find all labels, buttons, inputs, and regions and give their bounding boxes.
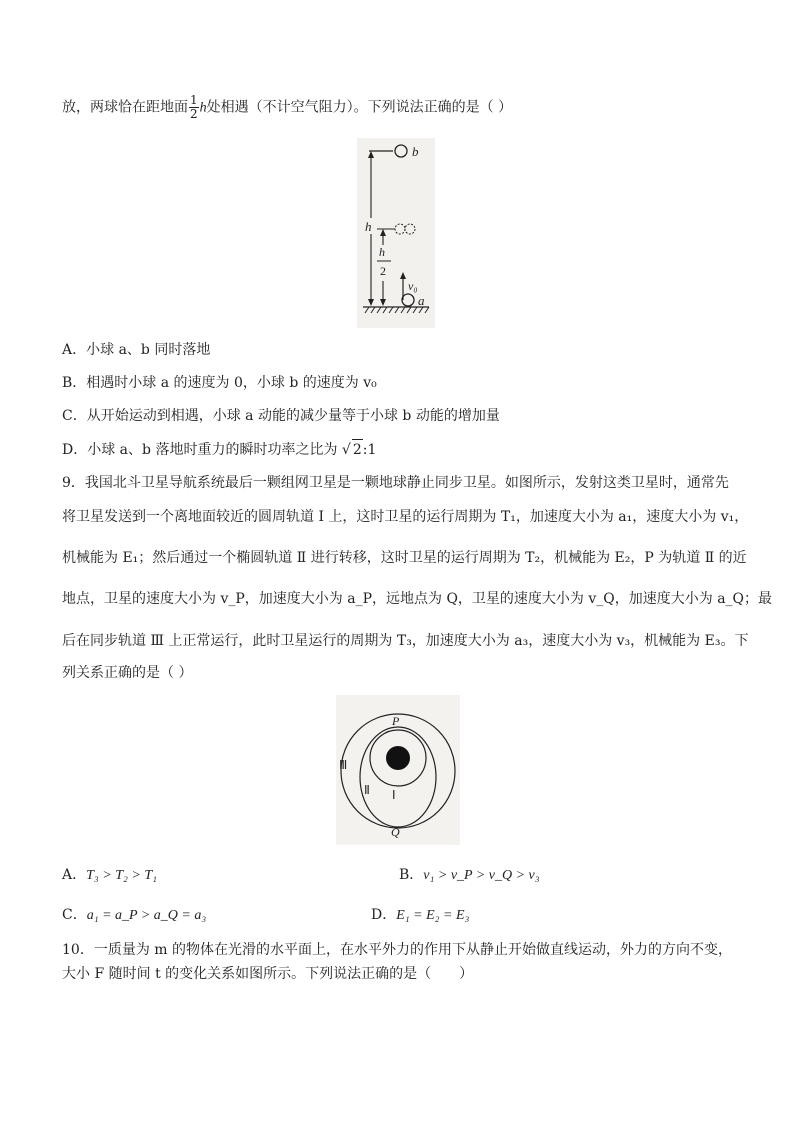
label-half-den: 2: [380, 264, 386, 278]
option-text: v₁ > v_P > v_Q > v₃: [423, 868, 540, 883]
label-iii: Ⅲ: [339, 758, 348, 772]
q9-line-3: 机械能为 E₁；然后通过一个椭圆轨道 Ⅱ 进行转移，这时卫星的运行周期为 T₂，机械能为 E₂，P 为轨道 Ⅱ 的近: [62, 550, 747, 566]
label-ii: Ⅱ: [364, 783, 370, 797]
option-key: D．: [371, 907, 397, 923]
q8-fraction: $\frac{1}{2}$: [190, 93, 198, 121]
q9-line-2: 将卫星发送到一个离地面较近的圆周轨道 Ⅰ 上，这时卫星的运行周期为 T₁，加速度大小为 a₁，速度大小为 v₁，: [62, 509, 749, 525]
option-key: B．: [62, 375, 87, 391]
sqrt-symbol: √: [341, 442, 351, 458]
label-h: h: [365, 219, 372, 234]
option-text: E₁ = E₂ = E₃: [396, 908, 470, 923]
label-q: Q: [391, 825, 400, 839]
q8-intro-var: h: [199, 100, 207, 116]
q8-option-a: [62, 340, 210, 360]
earth-icon: [386, 746, 410, 770]
q9-option-d: [371, 905, 469, 926]
q8-option-b: [62, 373, 377, 393]
q8-intro-line: [62, 94, 512, 121]
q8-option-c: [62, 406, 500, 426]
option-text-after: :1: [362, 442, 377, 458]
q9-option-b: [399, 865, 540, 886]
q10-line-1: 10．一质量为 m 的物体在光滑的水平面上，在水平外力的作用下从静止开始做直线运动，外力的方向不变，: [62, 942, 732, 958]
q8-intro-before: 放，两球恰在距地面: [62, 99, 188, 116]
q8-intro-after: 处相遇（不计空气阻力）。下列说法正确的是（ ）: [206, 99, 513, 116]
q9-option-c: [62, 905, 206, 926]
q9-figure: [328, 695, 460, 845]
label-i: Ⅰ: [392, 788, 396, 802]
sqrt-value: 2: [352, 439, 363, 460]
q8-option-d: [62, 439, 376, 460]
label-half-num: h: [379, 245, 385, 259]
q9-line-4: 地点，卫星的速度大小为 v_P，加速度大小为 a_P，远地点为 Q，卫星的速度大小为 v_Q，加速度大小为 a_Q；最: [62, 591, 773, 607]
q10-line-2: 大小 F 随时间 t 的变化关系如图所示。下列说法正确的是（ ）: [62, 966, 474, 982]
q9-line-5: 后在同步轨道 Ⅲ 上正常运行，此时卫星运行的周期为 T₃，加速度大小为 a₃，速度大小为 v₃，机械能为 E₃。下: [62, 633, 749, 649]
label-p: P: [392, 714, 400, 728]
option-text: 小球 a、b 落地时重力的瞬时功率之比为: [87, 442, 342, 458]
option-text: a₁ = a_P > a_Q = a₃: [86, 908, 207, 923]
q9-figure-svg: [328, 695, 460, 845]
label-b: b: [412, 144, 419, 159]
q8-figure-svg: [357, 138, 435, 328]
q8-figure: [357, 138, 435, 328]
option-key: D．: [62, 442, 88, 458]
option-key: C．: [62, 907, 87, 923]
option-text: T₃ > T₂ > T₁: [86, 868, 157, 883]
q9-option-a: [62, 865, 157, 886]
option-key: A．: [62, 342, 87, 358]
option-key: A．: [62, 867, 87, 883]
q9-line-1: 9．我国北斗卫星导航系统最后一颗组网卫星是一颗地球静止同步卫星。如图所示，发射这类卫星时，通常先: [62, 475, 729, 491]
option-text: 从开始运动到相遇，小球 a 动能的减少量等于小球 b 动能的增加量: [86, 408, 500, 424]
option-text: 小球 a、b 同时落地: [86, 342, 211, 358]
option-text: 相遇时小球 a 的速度为 0，小球 b 的速度为 v₀: [86, 375, 377, 391]
option-key: C．: [62, 408, 87, 424]
label-v0: v₀: [408, 279, 418, 293]
q9-line-6: 列关系正确的是（ ）: [62, 665, 193, 681]
label-a: a: [418, 293, 425, 308]
option-key: B．: [399, 867, 424, 883]
